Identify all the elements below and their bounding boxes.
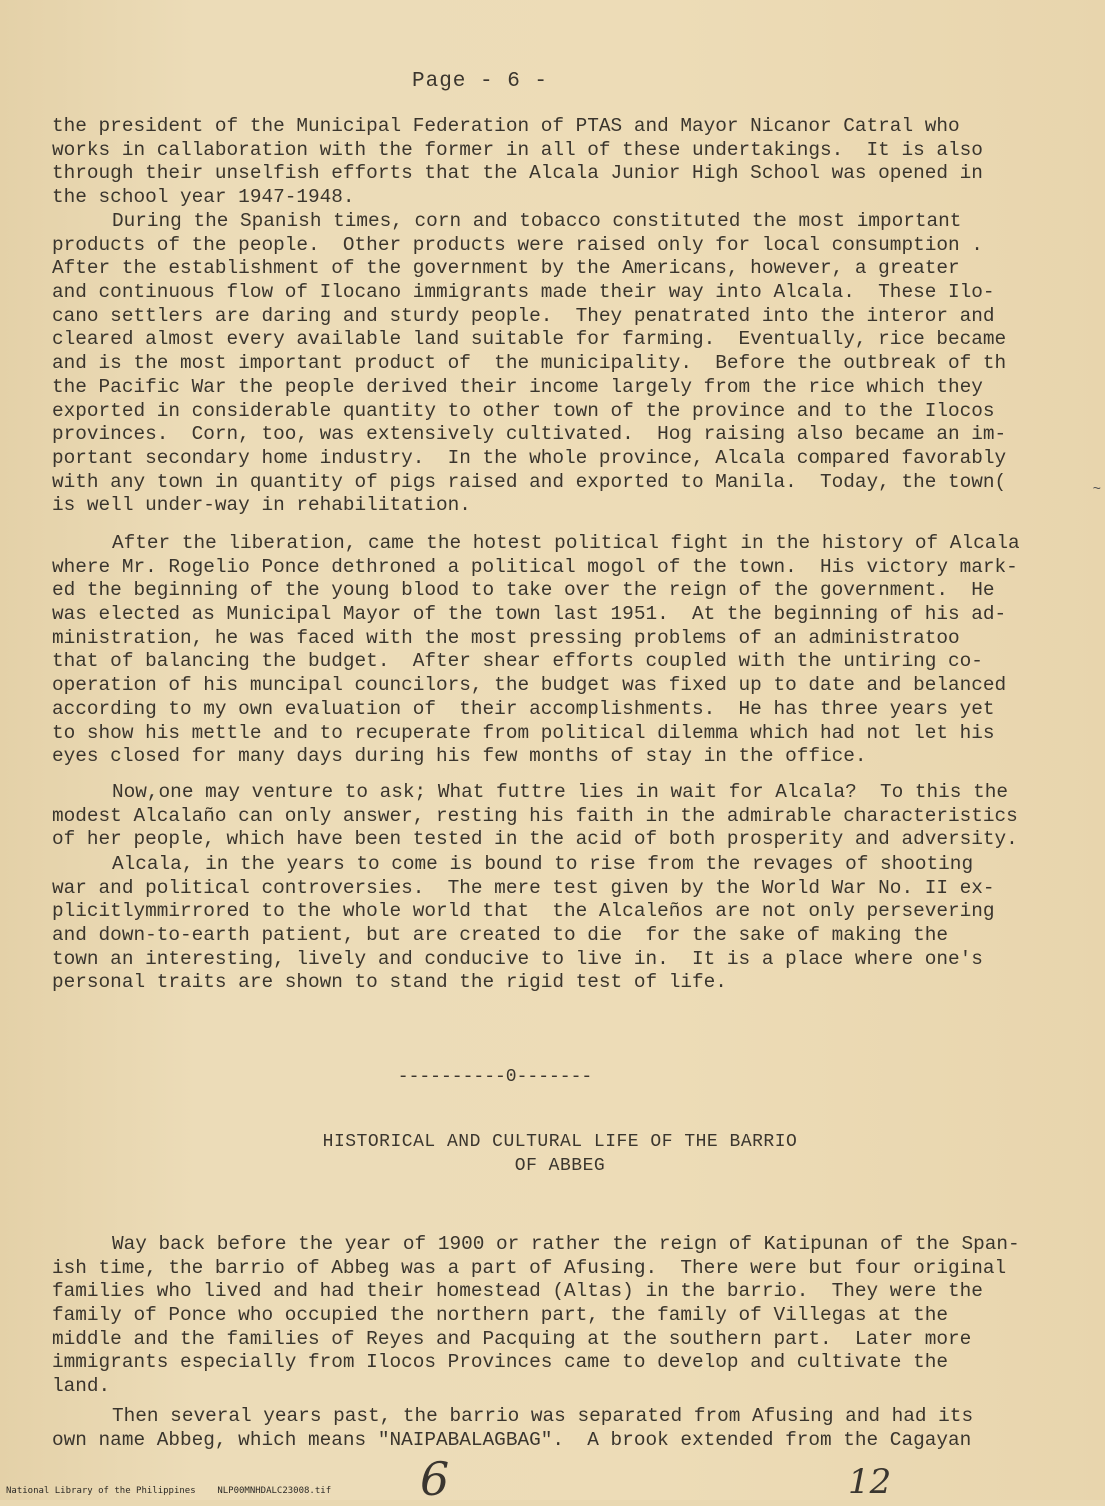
text-line: was elected as Municipal Mayor of the town last 1951. At the beginning of his ad- bbox=[52, 603, 1007, 626]
text-line: portant secondary home industry. In the whole province, Alcala compared favorably bbox=[52, 446, 1007, 469]
paragraph-6 bbox=[52, 1233, 1064, 1399]
text-line: and is the most important product of the municipality. Before the outbreak of th bbox=[52, 352, 1007, 375]
text-line: and continuous flow of Ilocano immigrants made their way into Alcala. These Ilo- bbox=[52, 281, 995, 304]
text-line: modest Alcalaño can only answer, resting his faith in the admirable characteristics bbox=[52, 804, 1018, 827]
section-heading-line-1: HISTORICAL AND CULTURAL LIFE OF THE BARRIO bbox=[322, 1132, 798, 1152]
text-line: according to my own evaluation of their accomplishments. He has three years yet bbox=[52, 697, 995, 720]
handwritten-page-number: 6 bbox=[420, 1452, 450, 1506]
text-line: ministration, he was faced with the most pressing problems of an administratoo bbox=[52, 626, 960, 649]
text-line: the school year 1947-1948. bbox=[52, 186, 355, 209]
text-line: provinces. Corn, too, was extensively cultivated. Hog raising also became an im- bbox=[52, 423, 1007, 446]
paragraph-7 bbox=[52, 1405, 1064, 1452]
text-line: families who lived and had their homestead (Altas) in the barrio. They were the bbox=[52, 1280, 983, 1303]
paragraph-3 bbox=[52, 532, 1064, 769]
paragraph-2 bbox=[52, 210, 1064, 518]
text-line: Way back before the year of 1900 or rather the reign of Katipunan of the Span- bbox=[112, 1233, 1020, 1255]
text-line: middle and the families of Reyes and Pacquing at the southern part. Later more bbox=[52, 1327, 972, 1350]
text-line: Alcala, in the years to come is bound to rise from the revages of shooting bbox=[112, 853, 974, 875]
text-line: plicitlymmirrored to the whole world that the Alcaleños are not only persevering bbox=[52, 900, 995, 923]
paragraph-1 bbox=[52, 115, 1064, 210]
text-line: with any town in quantity of pigs raised and exported to Manila. Today, the town( bbox=[52, 470, 1007, 493]
text-line: immigrants especially from Ilocos Provinces came to develop and cultivate the bbox=[52, 1351, 948, 1374]
text-line: and down-to-earth patient, but are created to die for the sake of making the bbox=[52, 924, 948, 947]
text-line: operation of his muncipal councilors, the budget was fixed up to date and belanced bbox=[52, 674, 1007, 697]
section-separator: ----------0------- bbox=[397, 1067, 593, 1087]
text-line: cano settlers are daring and sturdy people. They penatrated into the interor and bbox=[52, 304, 995, 327]
text-line: works in callaboration with the former in all of these undertakings. It is also bbox=[52, 138, 983, 161]
text-line: ish time, the barrio of Abbeg was a part of Afusing. There were but four original bbox=[52, 1256, 1007, 1279]
text-line: Then several years past, the barrio was separated from Afusing and had its bbox=[112, 1405, 974, 1427]
text-line: personal traits are shown to stand the rigid test of life. bbox=[52, 971, 727, 994]
text-line: ed the beginning of the young blood to take over the reign of the government. He bbox=[52, 579, 995, 602]
text-line: war and political controversies. The mere test given by the World War No. II ex- bbox=[52, 876, 995, 899]
text-line: through their unselfish efforts that the Alcala Junior High School was opened in bbox=[52, 162, 983, 185]
page-header: Page - 6 - bbox=[412, 70, 549, 93]
archive-footer: National Library of the Philippines NLP00MNHDALC23008.tif bbox=[6, 1486, 332, 1496]
text-line: exported in considerable quantity to other town of the province and to the Ilocos bbox=[52, 399, 995, 422]
text-line: where Mr. Rogelio Ponce dethroned a political mogol of the town. His victory mark- bbox=[52, 555, 1018, 578]
text-line: After the liberation, came the hotest political fight in the history of Alcala bbox=[112, 532, 1020, 554]
text-line: of her people, which have been tested in the acid of both prosperity and adversity. bbox=[52, 828, 1018, 851]
handwritten-folio-number: 12 bbox=[848, 1462, 892, 1502]
text-line: family of Ponce who occupied the northern part, the family of Villegas at the bbox=[52, 1304, 948, 1327]
section-heading-line-2: OF ABBEG bbox=[514, 1156, 606, 1176]
text-line: the Pacific War the people derived their income largely from the rice which they bbox=[52, 375, 983, 398]
text-line: During the Spanish times, corn and tobacco constituted the most important bbox=[112, 210, 962, 232]
text-line: eyes closed for many days during his few months of stay in the office. bbox=[52, 745, 867, 768]
text-line: Now,one may venture to ask; What futtre lies in wait for Alcala? To this the bbox=[112, 781, 1008, 803]
text-line: town an interesting, lively and conducive to live in. It is a place where one's bbox=[52, 947, 983, 970]
text-line: products of the people. Other products were raised only for local consumption . bbox=[52, 233, 983, 256]
text-line: land. bbox=[52, 1375, 111, 1398]
text-line: the president of the Municipal Federation of PTAS and Mayor Nicanor Catral who bbox=[52, 115, 960, 137]
text-line: own name Abbeg, which means "NAIPABALAGBAG". A brook extended from the Cagayan bbox=[52, 1428, 972, 1451]
text-line: After the establishment of the government by the Americans, however, a greater bbox=[52, 257, 960, 280]
paragraph-5 bbox=[52, 853, 1064, 995]
text-line: to show his mettle and to recuperate from political dilemma which had not let his bbox=[52, 721, 995, 744]
text-line: that of balancing the budget. After shear efforts coupled with the untiring co- bbox=[52, 650, 983, 673]
paragraph-4 bbox=[52, 781, 1064, 852]
text-line: is well under-way in rehabilitation. bbox=[52, 494, 471, 517]
text-line: cleared almost every available land suitable for farming. Eventually, rice became bbox=[52, 328, 1007, 351]
margin-mark: ~ bbox=[1092, 482, 1101, 498]
